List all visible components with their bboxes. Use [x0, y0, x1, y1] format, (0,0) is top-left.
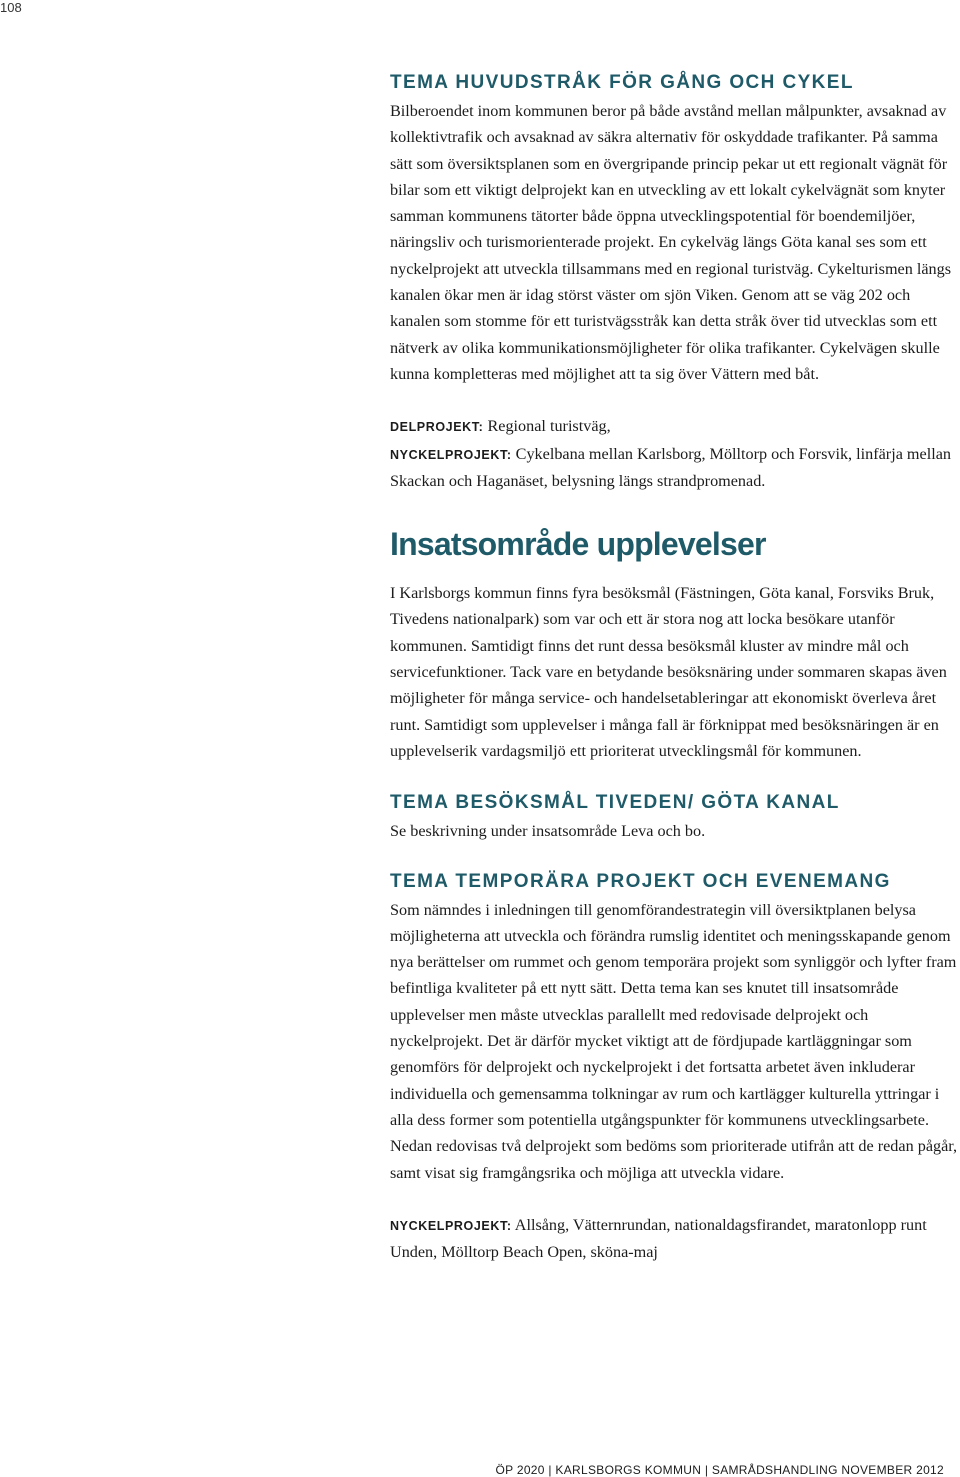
nyckelprojekt-line	[390, 441, 960, 495]
paragraph-huvudstrak: Bilberoendet inom kommunen beror på både avstånd mellan målpunkter, avsaknad av kollektivtrafik och avsaknad av säkra alternativ för oskyddade trafikanter. På samma sätt som översiktsplanen som en övergripande princip pekar ut ett regionalt vägnät för bilar som ett viktigt delprojekt kan en utveckling av ett lokalt cykelvägnät som knyter samman kommunens tätorter både öppna utvecklingspotential för boendemiljöer, näringsliv och turismorienterade projekt. En cykelväg längs Göta kanal ses som ett nyckelprojekt att utveckla tillsammans med en regional turistväg. Cykelturismen längs kanalen ökar men är idag störst väster om sjön Viken. Genom att se väg 202 och kanalen som stomme för ett turistvägsstråk kan detta stråk över tid utvecklas som ett nätverk av olika kommunikationsmöjligheter för olika trafikanter. Cykelvägen skulle kunna kompletteras med möjlighet att ta sig över Vättern med båt.	[390, 102, 952, 383]
insatsomrade-heading: Insatsområde upplevelser	[390, 526, 766, 563]
section-heading-huvudstrak: TEMA HUVUDSTRÅK FÖR GÅNG OCH CYKEL	[390, 72, 854, 93]
paragraph-besoksmal: Se beskrivning under insatsområde Leva och bo.	[390, 822, 706, 841]
nyckelprojekt-text: Cykelbana mellan Karlsborg, Mölltorp och Forsvik, linfärja mellan Skackan och Haganäset, belysning längs strandpromenad.	[390, 444, 951, 490]
nyckelprojekt-label-2: NYCKELPROJEKT:	[390, 1218, 512, 1233]
nyckelprojekt-text-2: Allsång, Vätternrundan, nationaldagsfirandet, maratonlopp runt Unden, Mölltorp Beach Open, sköna-maj	[390, 1215, 927, 1262]
paragraph-temporara: Som nämndes i inledningen till genomförandestrategin vill översiktplanen belysa möjligheterna att utveckla och förändra rumslig identitet och meningsskapande genom nya berättelser om rummet och genom temporära projekt som synliggör och lyfter fram befintliga kvaliteter på ett nytt sätt. Detta tema kan ses knutet till insatsområde upplevelser men måste utvecklas parallellt med redovisade delprojekt och nyckelprojekt. Det är därför mycket viktigt att de fördjupade kartläggningar som genomförs för delprojekt och nyckelprojekt i det fortsatta arbetet även inkluderar individuella och gemensamma tolkningar av rum och kartlägger kulturella yttringar i alla dess former som potentiella utgångspunkter för kommunens utvecklingsarbete. Nedan redovisas två delprojekt som bedöms som prioriterade utifrån att de redan pågår, samt visat sig framgångsrika och möjliga att utveckla vidare.	[390, 900, 958, 1182]
footer: ÖP 2020 | KARLSBORGS KOMMUN | SAMRÅDSHANDLING NOVEMBER 2012	[495, 1463, 944, 1477]
paragraph-upplevelser: I Karlsborgs kommun finns fyra besöksmål (Fästningen, Göta kanal, Forsviks Bruk, Tivedens nationalpark) som var och ett är stora nog att locka besökare utanför kommunen. Samtidigt finns det runt dessa besöksmål kluster av mindre mål och servicefunktioner. Tack vare en betydande besöksnäring under sommaren skapas även möjligheter för många service- och handelsetableringar att ekonomiskt överleva året runt. Samtidigt som upplevelser i många fall är förknippat med besöksnäringen är en upplevelserik vardagsmiljö ett prioriterat utvecklingsmål för kommunen.	[390, 584, 947, 760]
section-heading-besoksmal: TEMA BESÖKSMÅL TIVEDEN/ GÖTA KANAL	[390, 792, 840, 814]
section-heading-temporara: TEMA TEMPORÄRA PROJEKT OCH EVENEMANG	[390, 870, 891, 892]
page-number: 108	[0, 0, 22, 15]
nyckelprojekt-label: NYCKELPROJEKT:	[390, 447, 512, 462]
delprojekt-line	[390, 413, 960, 440]
nyckelprojekt-line-2	[390, 1212, 960, 1266]
main-content	[390, 72, 960, 1265]
delprojekt-label: DELPROJEKT:	[390, 420, 484, 435]
delprojekt-text: Regional turistväg,	[487, 417, 611, 436]
